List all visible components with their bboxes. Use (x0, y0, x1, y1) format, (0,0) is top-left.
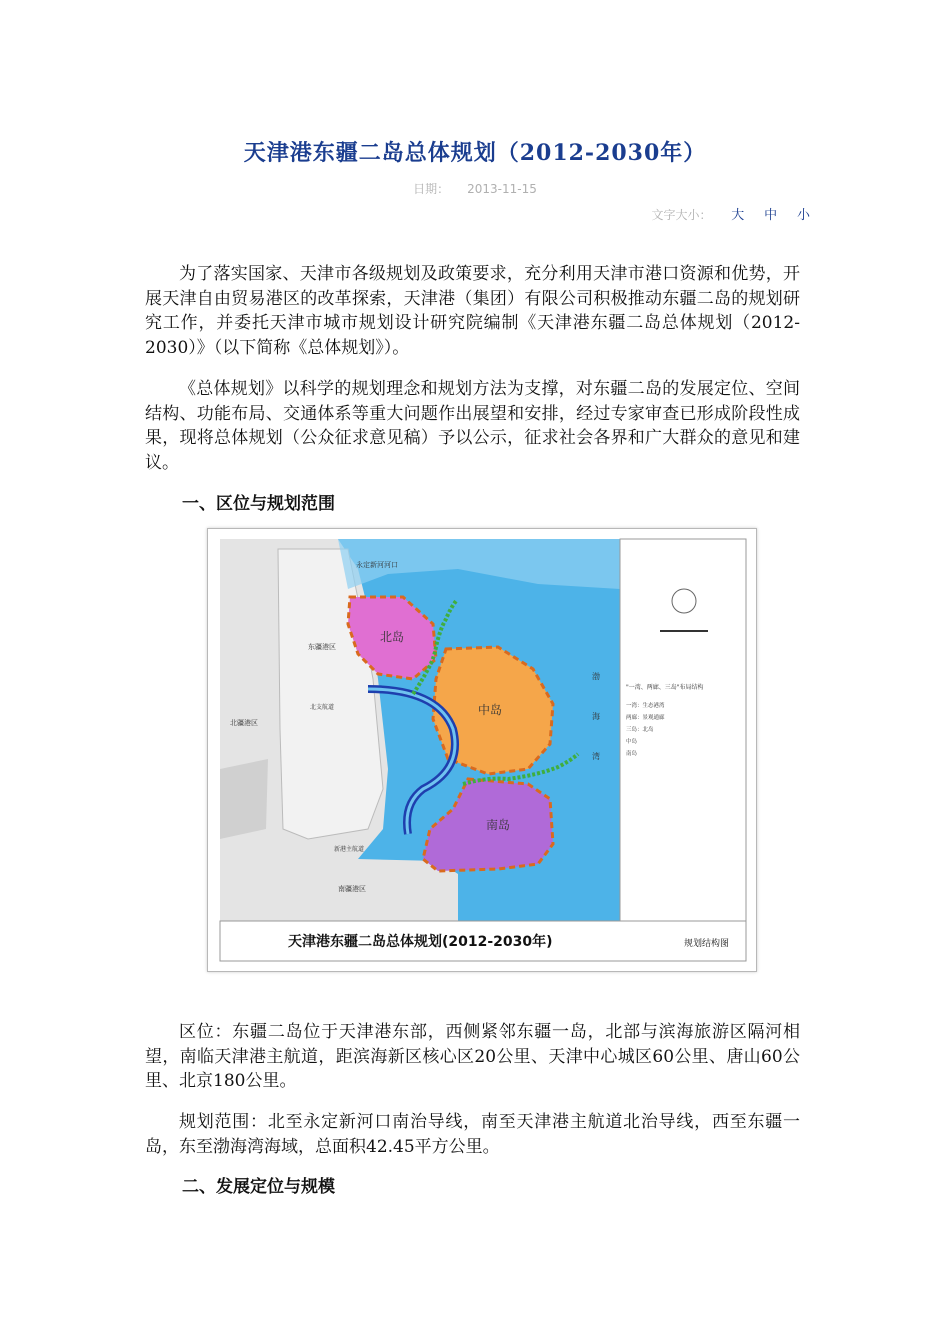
label-district-east: 东疆港区 (308, 643, 336, 651)
map-subcaption: 规划结构图 (684, 939, 730, 949)
island-label-middle: 中岛 (478, 703, 503, 717)
planning-map (208, 529, 756, 971)
font-size-large-link[interactable]: 大 (731, 208, 745, 223)
font-size-switcher (651, 204, 810, 223)
map-caption: 天津港东疆二岛总体规划(2012-2030年) (288, 934, 553, 950)
map-land-strip (220, 759, 268, 839)
label-sea-1: 海 (592, 712, 600, 721)
paragraph-plan: 《总体规划》以科学的规划理念和规划方法为支撑，对东疆二岛的发展定位、空间结构、功能布局、交通体系等重大问题作出展望和安排，经过专家审查已形成阶段性成果，现将总体规划（公众征求意见稿）予以公示，征求社会各界和广大群众的意见和建议。 (145, 379, 800, 473)
planning-map-figure (207, 528, 757, 972)
font-size-small-link[interactable]: 小 (796, 208, 810, 223)
article-date (0, 180, 950, 197)
section-heading-location: 一、区位与规划范围 (182, 494, 335, 514)
paragraph-scope: 规划范围：北至永定新河口南治导线，南至天津港主航道北治导线，西至东疆一岛，东至渤海湾海域，总面积42.45平方公里。 (145, 1112, 800, 1157)
label-district-south: 南疆港区 (338, 885, 366, 893)
font-size-medium-link[interactable]: 中 (764, 208, 778, 223)
label-sea-0: 渤 (592, 672, 600, 681)
island-label-south: 南岛 (486, 818, 511, 832)
date-label: 日期： (413, 182, 450, 196)
font-size-label: 文字大小： (651, 208, 712, 222)
date-value: 2013-11-15 (467, 182, 537, 196)
legend-item-1: 两廊：景观通廊 (626, 715, 665, 721)
legend-item-2: 三岛：北岛 (626, 727, 654, 733)
paragraph-location: 区位：东疆二岛位于天津港东部，西侧紧邻东疆一岛，北部与滨海旅游区隔河相望，南临天津港主航道，距滨海新区核心区20公里、天津中心城区60公里、唐山60公里、北京180公里。 (145, 1022, 800, 1091)
legend-item-4: 南岛 (626, 751, 638, 757)
legend-title: "一湾、两廊、三岛"布局结构 (626, 684, 704, 691)
legend-item-0: 一湾：生态港湾 (626, 703, 665, 709)
paragraph-intro: 为了落实国家、天津市各级规划及政策要求，充分利用天津市港口资源和优势，开展天津自由贸易港区的改革探索，天津港（集团）有限公司积极推动东疆二岛的规划研究工作，并委托天津市城市规划设计研究院编制《天津港东疆二岛总体规划（2012-2030）》（以下简称《总体规划》）。 (145, 264, 800, 358)
section-heading-positioning: 二、发展定位与规模 (182, 1177, 335, 1197)
legend-item-3: 中岛 (626, 739, 638, 745)
label-river-mouth: 永定新河河口 (356, 561, 398, 569)
label-channel-1: 北支航道 (310, 704, 335, 711)
article-title: 天津港东疆二岛总体规划（2012-2030年） (243, 140, 707, 166)
label-district-north: 北疆港区 (230, 719, 258, 727)
label-channel-2: 新港主航道 (334, 846, 365, 853)
label-sea-2: 湾 (592, 752, 600, 761)
island-label-north: 北岛 (380, 630, 405, 644)
